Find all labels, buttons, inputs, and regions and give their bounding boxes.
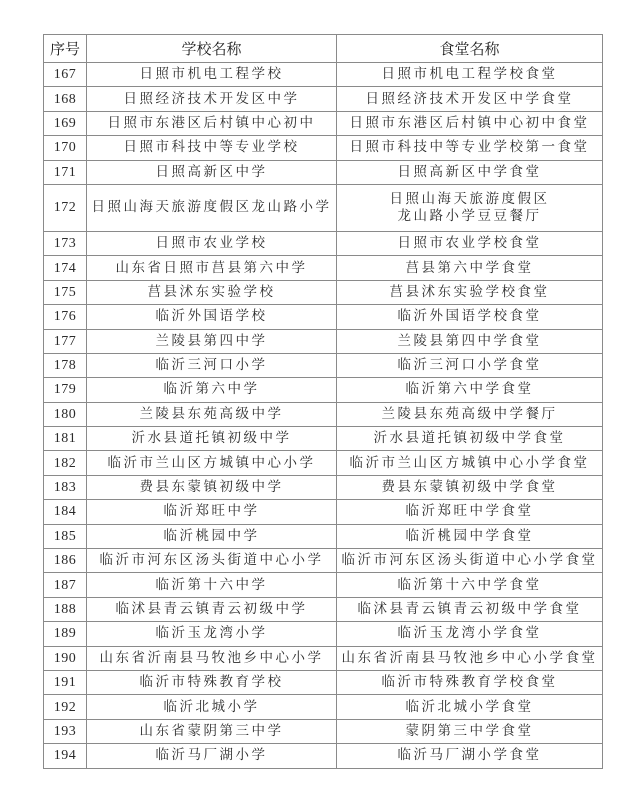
- serial-number-cell: 181: [44, 427, 87, 451]
- school-name-cell: 日照市机电工程学校: [87, 63, 337, 87]
- table-row: [44, 378, 603, 402]
- table-row: [44, 231, 603, 255]
- header-school-name: 学校名称: [87, 35, 337, 63]
- table-row: [44, 670, 603, 694]
- serial-number-cell: 192: [44, 695, 87, 719]
- serial-number-cell: 183: [44, 475, 87, 499]
- school-name-cell: 兰陵县东苑高级中学: [87, 402, 337, 426]
- school-name-cell: 日照山海天旅游度假区龙山路小学: [87, 184, 337, 231]
- canteen-name-cell: 临沂马厂湖小学食堂: [337, 744, 603, 768]
- school-name-cell: 临沂市河东区汤头街道中心小学: [87, 549, 337, 573]
- table-row: [44, 63, 603, 87]
- canteen-name-cell: 兰陵县第四中学食堂: [337, 329, 603, 353]
- serial-number-cell: 176: [44, 305, 87, 329]
- school-name-cell: 临沂市特殊教育学校: [87, 670, 337, 694]
- school-name-cell: 山东省日照市莒县第六中学: [87, 256, 337, 280]
- table-row: [44, 427, 603, 451]
- header-canteen-name: 食堂名称: [337, 35, 603, 63]
- school-name-cell: 临沂外国语学校: [87, 305, 337, 329]
- school-name-cell: 日照经济技术开发区中学: [87, 87, 337, 111]
- header-serial-number: 序号: [44, 35, 87, 63]
- serial-number-cell: 170: [44, 136, 87, 160]
- canteen-name-line-2: 龙山路小学豆豆餐厅: [397, 207, 542, 224]
- school-name-cell: 兰陵县第四中学: [87, 329, 337, 353]
- canteen-name-cell: 山东省沂南县马牧池乡中心小学食堂: [337, 646, 603, 670]
- table-row: [44, 646, 603, 670]
- table-row: [44, 184, 603, 231]
- school-name-cell: 临沂马厂湖小学: [87, 744, 337, 768]
- table-row: [44, 719, 603, 743]
- table-header-row: [44, 35, 603, 63]
- school-name-cell: 临沂三河口小学: [87, 353, 337, 377]
- school-name-cell: 临沂郑旺中学: [87, 500, 337, 524]
- table-row: [44, 451, 603, 475]
- table-row: [44, 549, 603, 573]
- school-name-cell: 山东省蒙阴第三中学: [87, 719, 337, 743]
- serial-number-cell: 177: [44, 329, 87, 353]
- serial-number-cell: 171: [44, 160, 87, 184]
- serial-number-cell: 186: [44, 549, 87, 573]
- canteen-name-cell: 日照市科技中等专业学校第一食堂: [337, 136, 603, 160]
- canteen-name-cell: 日照经济技术开发区中学食堂: [337, 87, 603, 111]
- school-canteen-table: [43, 34, 603, 769]
- canteen-name-cell: 临沂北城小学食堂: [337, 695, 603, 719]
- table-row: [44, 87, 603, 111]
- serial-number-cell: 173: [44, 231, 87, 255]
- table-row: [44, 280, 603, 304]
- school-name-cell: 莒县沭东实验学校: [87, 280, 337, 304]
- table-row: [44, 622, 603, 646]
- canteen-name-cell: 蒙阴第三中学食堂: [337, 719, 603, 743]
- table-body: [44, 63, 603, 769]
- school-name-cell: 日照高新区中学: [87, 160, 337, 184]
- serial-number-cell: 168: [44, 87, 87, 111]
- table-row: [44, 695, 603, 719]
- canteen-name-cell: 临沂市兰山区方城镇中心小学食堂: [337, 451, 603, 475]
- serial-number-cell: 188: [44, 597, 87, 621]
- table-row: [44, 353, 603, 377]
- table-row: [44, 744, 603, 768]
- serial-number-cell: 180: [44, 402, 87, 426]
- serial-number-cell: 187: [44, 573, 87, 597]
- table-row: [44, 475, 603, 499]
- serial-number-cell: 169: [44, 111, 87, 135]
- school-name-cell: 临沂北城小学: [87, 695, 337, 719]
- table-row: [44, 524, 603, 548]
- canteen-name-cell: 莒县第六中学食堂: [337, 256, 603, 280]
- serial-number-cell: 185: [44, 524, 87, 548]
- serial-number-cell: 184: [44, 500, 87, 524]
- table-row: [44, 256, 603, 280]
- serial-number-cell: 193: [44, 719, 87, 743]
- serial-number-cell: 174: [44, 256, 87, 280]
- canteen-name-cell: 临沂第六中学食堂: [337, 378, 603, 402]
- school-name-cell: 临沭县青云镇青云初级中学: [87, 597, 337, 621]
- serial-number-cell: 189: [44, 622, 87, 646]
- table-row: [44, 597, 603, 621]
- school-name-cell: 临沂第六中学: [87, 378, 337, 402]
- serial-number-cell: 172: [44, 184, 87, 231]
- school-name-cell: 费县东蒙镇初级中学: [87, 475, 337, 499]
- serial-number-cell: 178: [44, 353, 87, 377]
- canteen-name-cell: 临沂第十六中学食堂: [337, 573, 603, 597]
- serial-number-cell: 191: [44, 670, 87, 694]
- canteen-name-cell: 日照市机电工程学校食堂: [337, 63, 603, 87]
- canteen-name-cell: 临沂三河口小学食堂: [337, 353, 603, 377]
- canteen-name-cell: 临沂市特殊教育学校食堂: [337, 670, 603, 694]
- canteen-name-cell: 费县东蒙镇初级中学食堂: [337, 475, 603, 499]
- canteen-name-cell: 临沂玉龙湾小学食堂: [337, 622, 603, 646]
- serial-number-cell: 182: [44, 451, 87, 475]
- school-name-cell: 日照市科技中等专业学校: [87, 136, 337, 160]
- table-row: [44, 329, 603, 353]
- serial-number-cell: 179: [44, 378, 87, 402]
- canteen-name-cell: 临沂桃园中学食堂: [337, 524, 603, 548]
- table-row: [44, 111, 603, 135]
- serial-number-cell: 194: [44, 744, 87, 768]
- canteen-name-cell: 临沂市河东区汤头街道中心小学食堂: [337, 549, 603, 573]
- canteen-name-cell: 临沂郑旺中学食堂: [337, 500, 603, 524]
- canteen-name-cell: [337, 184, 603, 231]
- canteen-name-cell: 临沂外国语学校食堂: [337, 305, 603, 329]
- school-name-cell: 临沂市兰山区方城镇中心小学: [87, 451, 337, 475]
- canteen-name-cell: 莒县沭东实验学校食堂: [337, 280, 603, 304]
- school-name-cell: 日照市东港区后村镇中心初中: [87, 111, 337, 135]
- table-row: [44, 402, 603, 426]
- serial-number-cell: 175: [44, 280, 87, 304]
- canteen-name-cell: 日照高新区中学食堂: [337, 160, 603, 184]
- table-row: [44, 160, 603, 184]
- school-name-cell: 临沂玉龙湾小学: [87, 622, 337, 646]
- table-row: [44, 305, 603, 329]
- school-name-cell: 日照市农业学校: [87, 231, 337, 255]
- canteen-name-cell: 日照市农业学校食堂: [337, 231, 603, 255]
- table-row: [44, 136, 603, 160]
- canteen-name-cell: 临沭县青云镇青云初级中学食堂: [337, 597, 603, 621]
- serial-number-cell: 167: [44, 63, 87, 87]
- serial-number-cell: 190: [44, 646, 87, 670]
- school-name-cell: 山东省沂南县马牧池乡中心小学: [87, 646, 337, 670]
- school-name-cell: 沂水县道托镇初级中学: [87, 427, 337, 451]
- canteen-name-cell: 日照市东港区后村镇中心初中食堂: [337, 111, 603, 135]
- canteen-name-cell: 兰陵县东苑高级中学餐厅: [337, 402, 603, 426]
- canteen-name-cell: 沂水县道托镇初级中学食堂: [337, 427, 603, 451]
- school-name-cell: 临沂第十六中学: [87, 573, 337, 597]
- canteen-name-line-1: 日照山海天旅游度假区: [389, 190, 550, 207]
- school-name-cell: 临沂桃园中学: [87, 524, 337, 548]
- table-row: [44, 500, 603, 524]
- table-row: [44, 573, 603, 597]
